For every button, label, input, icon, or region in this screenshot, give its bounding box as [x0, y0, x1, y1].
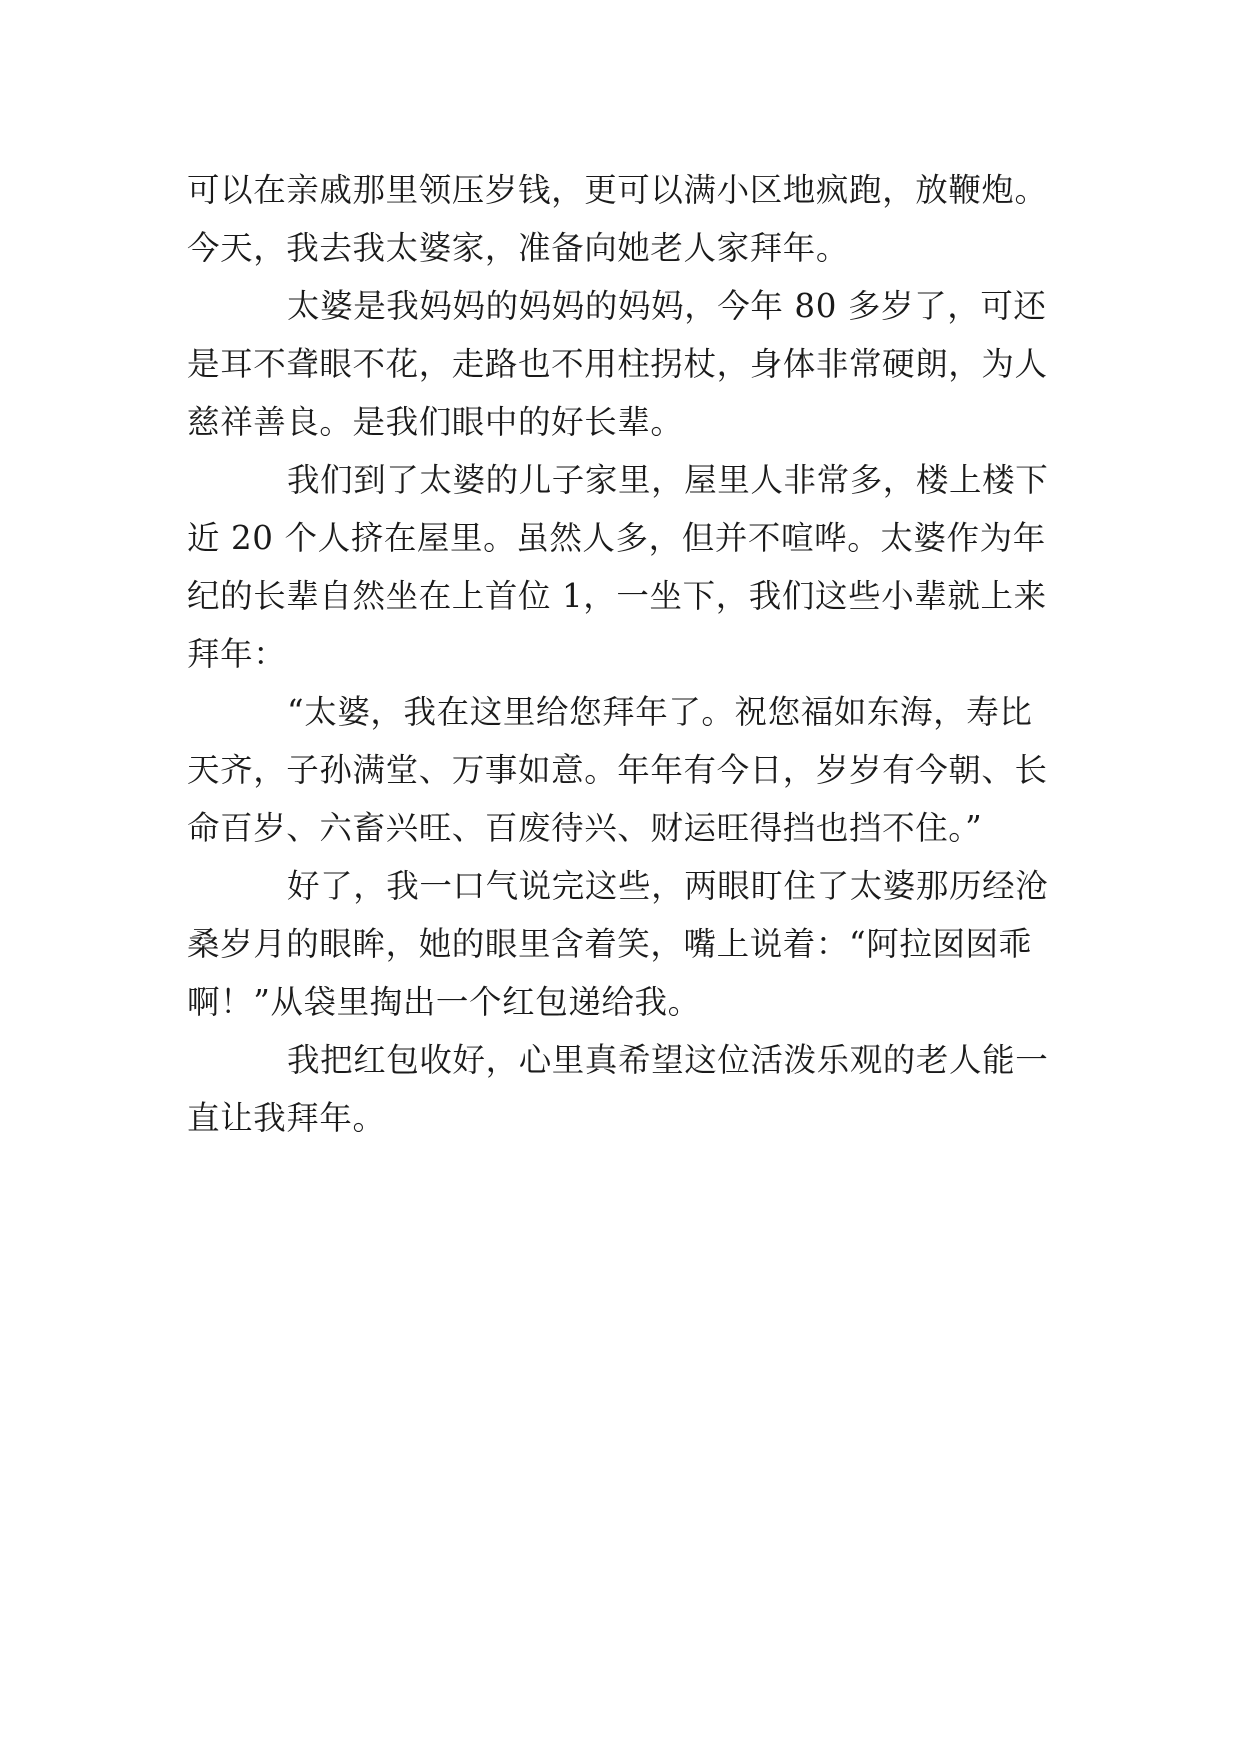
- paragraph-start-line: “太婆，我在这里给您拜年了。祝您福如东海，寿比: [287, 693, 1033, 731]
- text-line: 今天，我去我太婆家，准备向她老人家拜年。: [187, 229, 850, 267]
- paragraph-start-line: 太婆是我妈妈的妈妈的妈妈，今年 80 多岁了，可还: [287, 287, 1047, 325]
- text-line: 是耳不聋眼不花，走路也不用柱拐杖，身体非常硬朗，为人: [187, 345, 1048, 383]
- text-line: 近 20 个人挤在屋里。虽然人多，但并不喧哗。太婆作为年: [187, 519, 1046, 557]
- text-line: 慈祥善良。是我们眼中的好长辈。: [187, 403, 684, 441]
- paragraph-start-line: 我把红包收好，心里真希望这位活泼乐观的老人能一: [287, 1041, 1049, 1079]
- text-line: 桑岁月的眼眸，她的眼里含着笑，嘴上说着：“阿拉囡囡乖: [187, 925, 1032, 963]
- paragraph-start-line: 我们到了太婆的儿子家里，屋里人非常多，楼上楼下: [287, 461, 1049, 499]
- text-line: 命百岁、六畜兴旺、百废待兴、财运旺得挡也挡不住。”: [187, 809, 983, 847]
- body-text: [187, 161, 1057, 1147]
- paragraph-start-line: 好了，我一口气说完这些，两眼盯住了太婆那历经沧: [287, 867, 1049, 905]
- text-line: 天齐，子孙满堂、万事如意。年年有今日，岁岁有今朝、长: [187, 751, 1048, 789]
- text-line: 可以在亲戚那里领压岁钱，更可以满小区地疯跑，放鞭炮。: [187, 171, 1048, 209]
- text-line: 直让我拜年。: [187, 1099, 386, 1137]
- text-line: 拜年：: [187, 635, 287, 673]
- text-line: 纪的长辈自然坐在上首位 1，一坐下，我们这些小辈就上来: [187, 577, 1047, 615]
- text-line: 啊！”从袋里掏出一个红包递给我。: [187, 983, 701, 1021]
